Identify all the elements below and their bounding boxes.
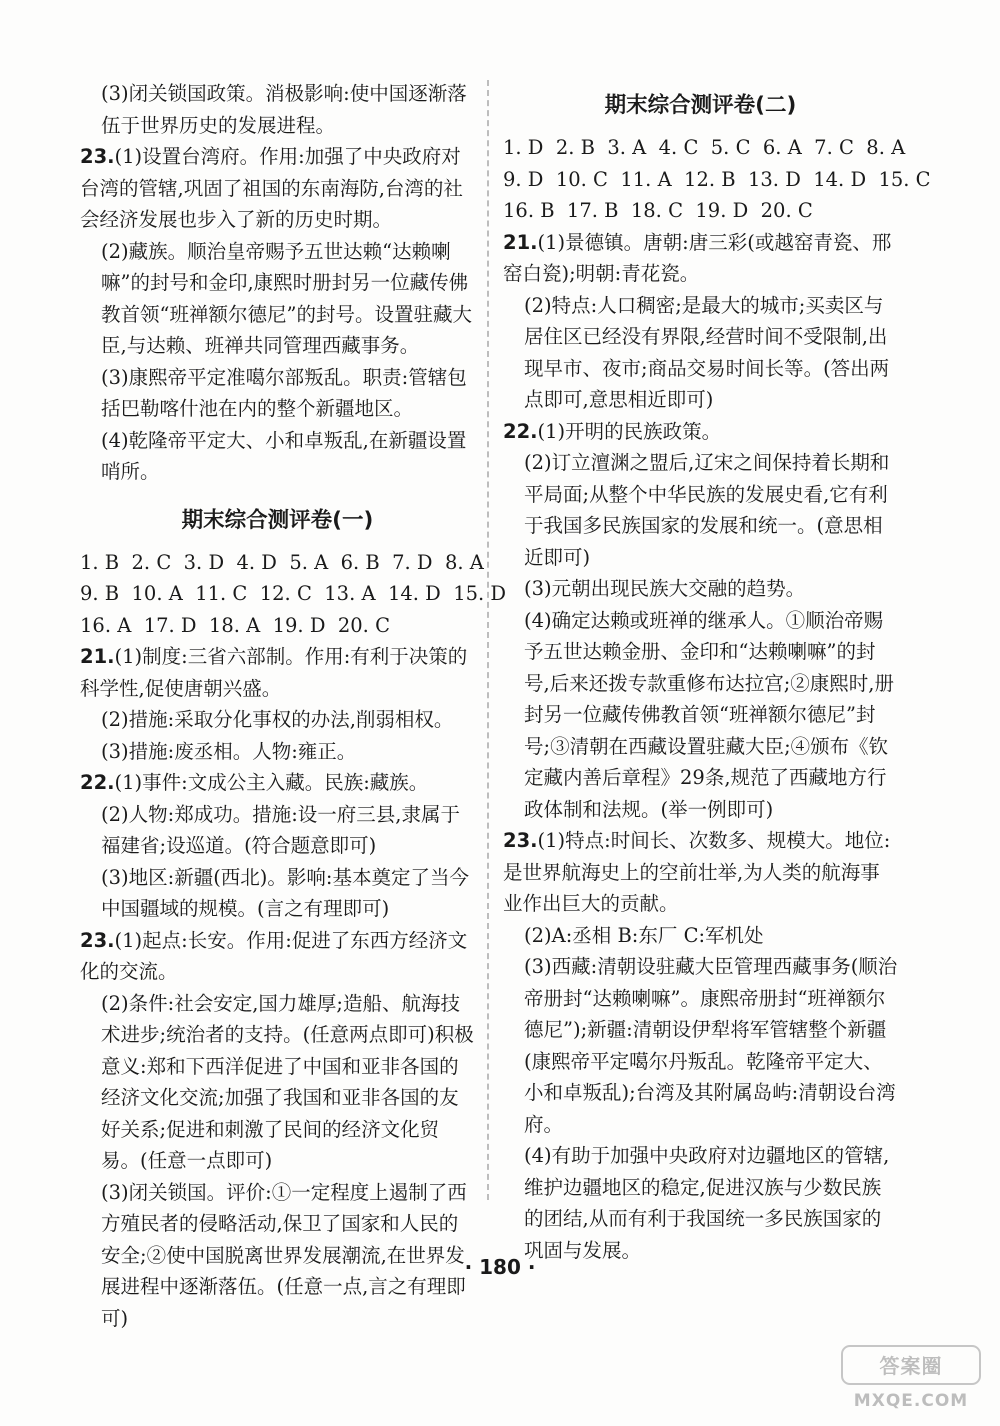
- page-number: · 180 ·: [464, 1255, 536, 1279]
- answer-text: (1)景德镇。唐朝:唐三彩(或越窑青瓷、邢窑白瓷);明朝:青花瓷。: [503, 230, 892, 285]
- answer-paragraph: [80, 988, 475, 1177]
- answer-text: (1)设置台湾府。作用:加强了中央政府对台湾的管辖,巩固了祖国的东南海防,台湾的社会经济发展也步入了新的历史时期。: [80, 145, 463, 231]
- watermark-url: MXQE.COM: [853, 1391, 969, 1411]
- right-answers: [503, 227, 898, 1267]
- answer-text: (3)闭关锁国政策。消极影响:使中国逐渐落伍于世界历史的发展进程。: [101, 82, 467, 137]
- answer-text: (2)措施:采取分化事权的办法,削弱相权。: [101, 708, 454, 731]
- mc-answer-row: 1. D 2. B 3. A 4. C 5. C 6. A 7. C 8. A: [503, 136, 906, 159]
- answer-text: (4)乾隆帝平定大、小和卓叛乱,在新疆设置哨所。: [101, 428, 467, 483]
- answer-paragraph: [503, 920, 898, 952]
- question-number: 23.: [503, 829, 538, 852]
- left-answers-bottom: [80, 641, 475, 1334]
- watermark-logo-text: 答案圈: [879, 1354, 943, 1378]
- answer-paragraph: [503, 573, 898, 605]
- answer-text: (1)事件:文成公主入藏。民族:藏族。: [114, 771, 429, 794]
- mc-answers-exam-1: [80, 547, 507, 642]
- mc-answer-row: 9. D 10. C 11. A 12. B 13. D 14. D 15. C: [503, 167, 931, 191]
- answer-paragraph: [503, 447, 898, 573]
- answer-text: (2)藏族。顺治皇帝赐予五世达赖“达赖喇嘛”的封号和金印,康熙时册封另一位藏传佛教首领“班禅额尔德尼”的封号。设置驻藏大臣,与达赖、班禅共同管理西藏事务。: [101, 239, 472, 357]
- answer-text: (3)措施:废丞相。人物:雍正。: [101, 739, 357, 763]
- question-number: 22.: [503, 419, 538, 443]
- question-number: 21.: [80, 645, 115, 668]
- answer-paragraph: [80, 925, 475, 988]
- mc-answer-row: 16. A 17. D 18. A 19. D 20. C: [80, 613, 390, 637]
- answer-text: (3)康熙帝平定准噶尔部叛乱。职责:管辖包括巴勒喀什池在内的整个新疆地区。: [101, 365, 467, 420]
- answer-text: (3)西藏:清朝设驻藏大臣管理西藏事务(顺治帝册封“达赖喇嘛”。康熙帝册封“班禅额尔德尼”);新疆:清朝设伊犁将军管辖整个新疆(康熙帝平定噶尔丹叛乱。乾隆帝平定大、小和卓叛乱);台湾及其附属岛屿:清朝设台湾府。: [524, 955, 898, 1136]
- answer-paragraph: [503, 227, 898, 290]
- answer-text: (2)A:丞相 B:东厂 C:军机处: [524, 923, 764, 947]
- answer-text: (1)起点:长安。作用:促进了东西方经济文化的交流。: [80, 928, 468, 983]
- answer-paragraph: [80, 425, 475, 488]
- watermark-logo: [836, 1342, 986, 1414]
- answer-paragraph: [80, 141, 475, 236]
- answer-paragraph: [503, 290, 898, 416]
- answer-text: (1)开明的民族政策。: [537, 419, 722, 443]
- answer-paragraph: [80, 236, 475, 362]
- right-column: [503, 78, 931, 1266]
- answer-text: (1)制度:三省六部制。作用:有利于决策的科学性,促使唐朝兴盛。: [80, 645, 468, 700]
- mc-answer-row: 1. B 2. C 3. D 4. D 5. A 6. B 7. D 8. A: [80, 550, 484, 574]
- answer-text: (4)有助于加强中央政府对边疆地区的管辖,维护边疆地区的稳定,促进汉族与少数民族的团结,从而有利于我国统一多民族国家的巩固与发展。: [524, 1144, 890, 1262]
- column-divider: [487, 80, 489, 1200]
- section-title-exam-1: 期末综合测评卷(一): [181, 507, 374, 533]
- answer-text: (3)闭关锁国。评价:①一定程度上遏制了西方殖民者的侵略活动,保卫了国家和人民的安全;②使中国脱离世界发展潮流,在世界发展进程中逐渐落伍。(任意一点,言之有理即可): [101, 1180, 467, 1330]
- question-number: 21.: [503, 230, 538, 254]
- answer-paragraph: [80, 736, 475, 768]
- question-number: 23.: [80, 928, 115, 952]
- answer-paragraph: [80, 704, 475, 736]
- answer-paragraph: [503, 605, 898, 826]
- question-number: 23.: [80, 145, 115, 168]
- answer-paragraph: [503, 416, 898, 448]
- left-answers-top: [80, 78, 475, 488]
- answer-text: (2)订立澶渊之盟后,辽宋之间保持着长期和平局面;从整个中华民族的发展史看,它有利于我国多民族国家的发展和统一。(意思相近即可): [524, 451, 890, 569]
- answer-paragraph: [80, 362, 475, 425]
- answer-text: (1)特点:时间长、次数多、规模大。地位:是世界航海史上的空前壮举,为人类的航海事业作出巨大的贡献。: [503, 829, 891, 915]
- answer-text: (3)元朝出现民族大交融的趋势。: [524, 577, 806, 600]
- answer-text: (3)地区:新疆(西北)。影响:基本奠定了当今中国疆域的规模。(言之有理即可): [101, 865, 469, 920]
- mc-answer-row: 9. B 10. A 11. C 12. C 13. A 14. D 15. D: [80, 582, 507, 605]
- answer-paragraph: [80, 862, 475, 925]
- answer-paragraph: [503, 825, 898, 920]
- answer-paragraph: [503, 951, 898, 1140]
- answer-text: (4)确定达赖或班禅的继承人。①顺治帝赐予五世达赖金册、金印和“达赖喇嘛”的封号,后来还拨专款重修布达拉宫;②康熙时,册封另一位藏传佛教首领“班禅额尔德尼”封号;③清朝在西藏设置驻藏大臣;④颁布《钦定藏内善后章程》29条,规范了西藏地方行政体制和法规。(举一例即可): [524, 608, 894, 821]
- section-title-exam-2: 期末综合测评卷(二): [604, 93, 797, 118]
- mc-answer-row: 16. B 17. B 18. C 19. D 20. C: [503, 199, 813, 222]
- answer-text: (2)条件:社会安定,国力雄厚;造船、航海技术进步;统治者的支持。(任意两点即可)积极意义:郑和下西洋促进了中国和亚非各国的经济文化交流;加强了我国和亚非各国的友好关系;促进和刺激了民间的经济文化贸易。(任意一点即可): [101, 991, 474, 1172]
- answer-text: (2)特点:人口稠密;是最大的城市;买卖区与居住区已经没有界限,经营时间不受限制,出现早市、夜市;商品交易时间长等。(答出两点即可,意思相近即可): [524, 293, 890, 411]
- answer-paragraph: [80, 799, 475, 862]
- mc-answers-exam-2: [503, 132, 931, 227]
- answer-paragraph: [80, 78, 475, 141]
- answer-text: (2)人物:郑成功。措施:设一府三县,隶属于福建省;设巡道。(符合题意即可): [101, 802, 460, 857]
- answer-paragraph: [80, 767, 475, 799]
- answer-paragraph: [80, 641, 475, 704]
- answer-paragraph: [503, 1140, 898, 1266]
- question-number: 22.: [80, 771, 115, 794]
